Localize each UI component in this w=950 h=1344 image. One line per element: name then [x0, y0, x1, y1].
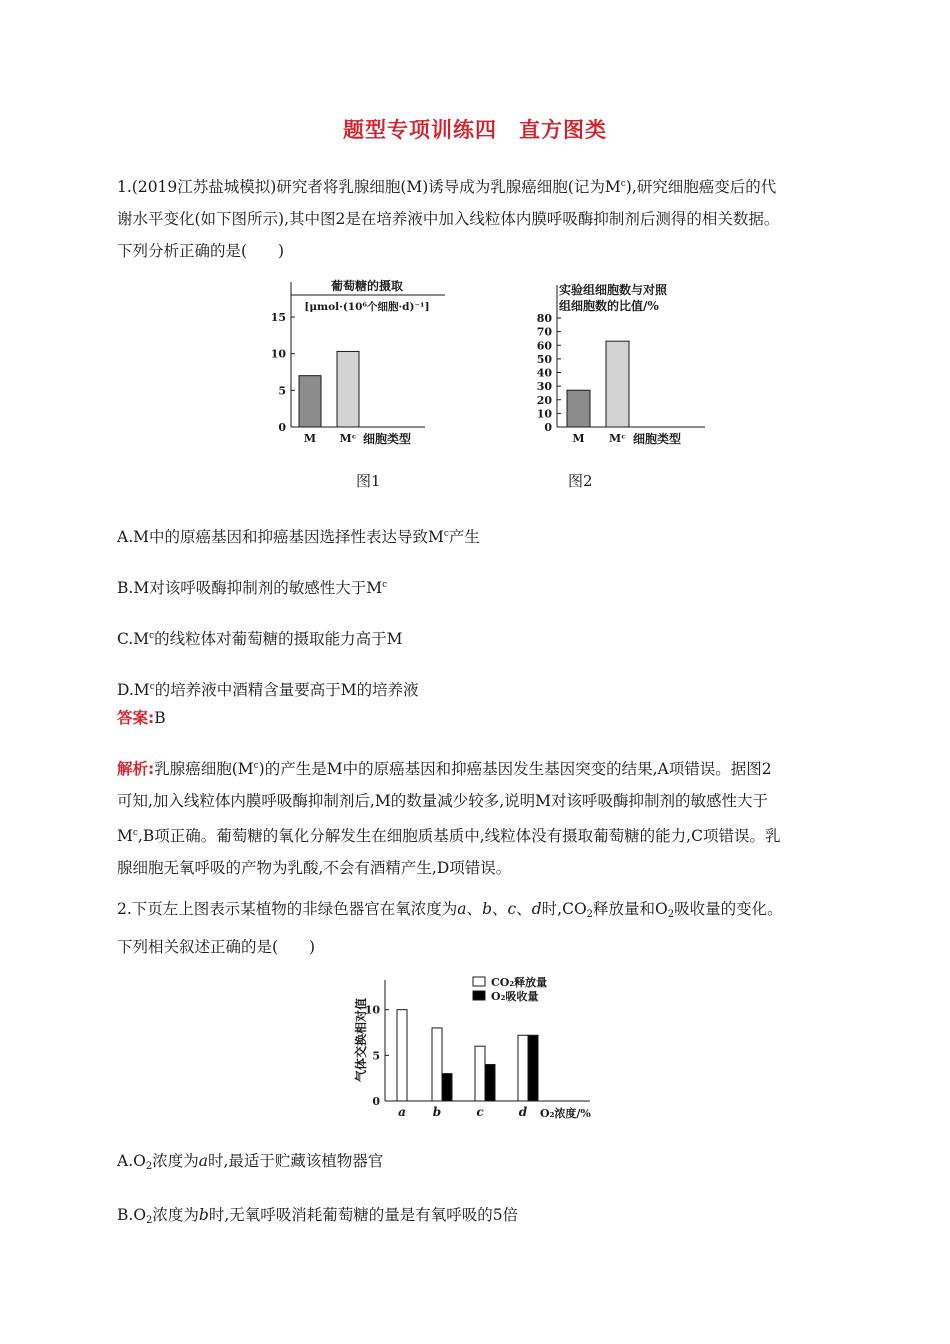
- answer-label: 答案:: [117, 709, 155, 727]
- x-tick-label: Mᶜ: [609, 432, 626, 445]
- figure-2-chart: [525, 280, 725, 455]
- co2-bar-a: [397, 1010, 407, 1101]
- option-d: $D.M^c$的培养液中酒精含量要高于M的培养液: [117, 681, 419, 699]
- figure-1-chart: [255, 272, 455, 457]
- x-tick-label: Mᶜ: [339, 432, 357, 445]
- x-tick-label: a: [398, 1105, 406, 1119]
- y-tick-label: 50: [536, 352, 552, 366]
- chart2-title-line1: 实验组细胞数与对照: [559, 283, 668, 297]
- chart2-title-line2: 组细胞数的比值/%: [559, 299, 659, 313]
- y-tick-label: 60: [536, 339, 552, 353]
- chart3-ylabel: 气体交换相对值: [354, 997, 368, 1083]
- legend-label-o2: O₂吸收量: [491, 990, 539, 1003]
- y-tick-label: 0: [278, 421, 286, 434]
- chart1-unit: [μmol·(10⁶个细胞·d)⁻¹]: [304, 301, 430, 313]
- chart1-title: 葡萄糖的摄取: [330, 279, 404, 293]
- option-a: A.M中的原癌基因和抑癌基因选择性表达导致$M^c$产生: [117, 528, 480, 546]
- y-tick-label: 0: [544, 421, 552, 434]
- x-tick-label: b: [432, 1105, 442, 1119]
- figure-2-caption: 图2: [568, 472, 593, 490]
- q2-option-a: $A.O_2$浓度为a时,最适于贮藏该植物器官: [117, 1152, 384, 1172]
- option-b: B.M对该呼吸酶抑制剂的敏感性大于$M^c$: [117, 579, 388, 597]
- question-1-options: [117, 510, 837, 714]
- figure-3-chart: [345, 970, 605, 1120]
- legend-swatch-co2: [473, 977, 485, 986]
- answer-line: [117, 702, 837, 734]
- x-tick-label: M: [303, 432, 317, 445]
- o2-bar-c: [485, 1064, 495, 1101]
- y-tick-label: 70: [536, 325, 552, 339]
- o2-bar-b: [442, 1074, 452, 1101]
- bar-m: [567, 390, 590, 427]
- figure-1-caption: 图1: [356, 472, 381, 490]
- legend-label-co2: CO₂释放量: [491, 976, 548, 989]
- co2-bar-d: [518, 1035, 528, 1101]
- x-tick-label: M: [572, 432, 585, 445]
- x-axis-label: 细胞类型: [363, 432, 412, 446]
- co2-bar-b: [432, 1028, 442, 1101]
- x-axis-label: 细胞类型: [633, 432, 682, 446]
- y-tick-label: 5: [372, 1049, 380, 1063]
- question-1-stem: 1.(2019江苏盐城模拟)研究者将乳腺细胞(M)诱导成为乳腺癌细胞(记为$M^c$),研究细胞癌变后的代 谢水平变化(如下图所示),其中图2是在培养液中加入线粒体内膜呼吸酶抑制剂后测得的相关数据。 下列分析正确的是( ): [117, 178, 780, 260]
- analysis-label: 解析:: [117, 760, 155, 778]
- x-tick-label: c: [476, 1105, 484, 1119]
- o2-bar-d: [528, 1035, 538, 1101]
- y-tick-label: 80: [536, 312, 552, 325]
- y-tick-label: 5: [278, 384, 286, 398]
- bar-m: [299, 376, 321, 427]
- y-tick-label: 10: [364, 1003, 380, 1017]
- y-tick-label: 15: [270, 311, 286, 324]
- x-axis-label: O₂浓度/%: [540, 1107, 591, 1120]
- question-2-options: [117, 1137, 837, 1245]
- y-tick-label: 20: [536, 393, 552, 407]
- answer-value: B: [154, 709, 166, 727]
- x-tick-label: d: [518, 1105, 528, 1119]
- y-tick-label: 30: [536, 380, 552, 394]
- legend-swatch-o2: [473, 991, 485, 1000]
- co2-bar-c: [475, 1046, 485, 1101]
- y-tick-label: 10: [270, 347, 286, 361]
- analysis-block: 解析:乳腺癌细胞$(M^c)$的产生是M中的原癌基因和抑癌基因发生基因突变的结果,A项错误。据图2 可知,加入线粒体内膜呼吸酶抑制剂后,M的数量减少较多,说明M对该呼吸酶抑制剂的敏感性大于 $M^c,B$项正确。葡萄糖的氧化分解发生在细胞质基质中,线粒体没有摄取葡萄糖的能力,C项错误。乳 腺细胞无氧呼吸的产物为乳酸,不会有酒精产生,D项错误。: [117, 760, 781, 877]
- bar-mc: [606, 341, 629, 427]
- option-c: $C.M^c$的线粒体对葡萄糖的摄取能力高于M: [117, 630, 403, 648]
- y-tick-label: 10: [536, 407, 552, 421]
- q2-option-b: $B.O_2$浓度为b时,无氧呼吸消耗葡萄糖的量是有氧呼吸的5倍: [117, 1206, 519, 1226]
- question-2-stem: 2.下页左上图表示某植物的非绿色器官在氧浓度为a、b、c、d时$,CO_2$释放量和$O_2$吸收量的变化。 下列相关叙述正确的是( ): [117, 900, 783, 956]
- page-title: 题型专项训练四 直方图类: [343, 118, 607, 142]
- bar-mc: [337, 351, 359, 427]
- y-tick-label: 40: [536, 366, 552, 380]
- y-tick-label: 0: [372, 1095, 380, 1108]
